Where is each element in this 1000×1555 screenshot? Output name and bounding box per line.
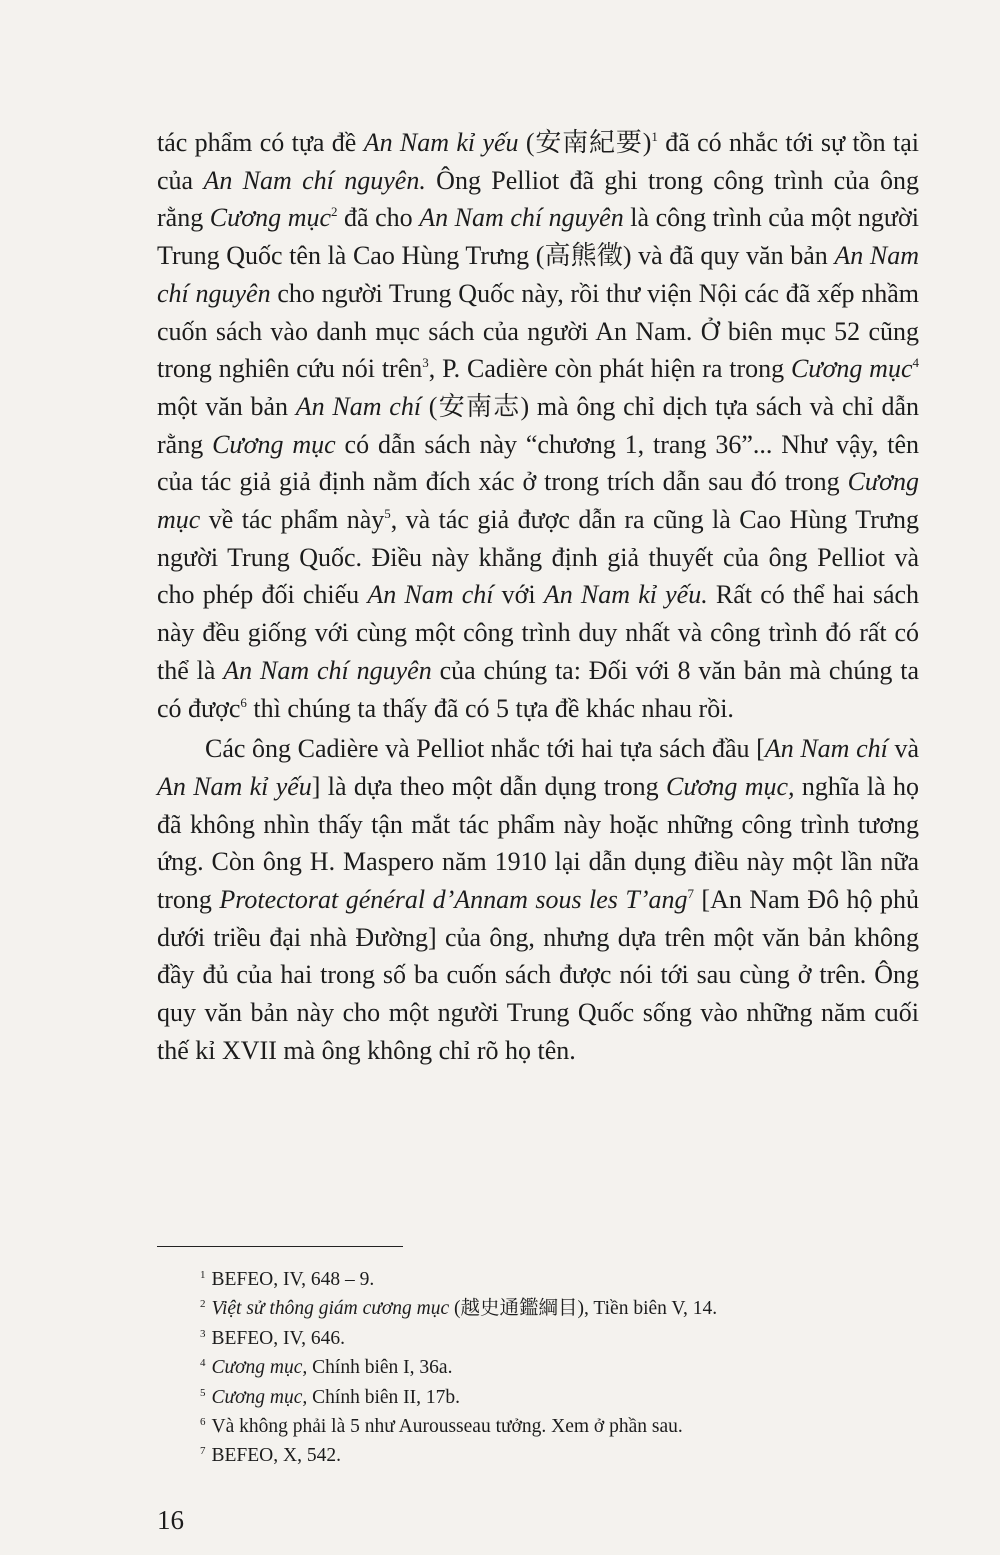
footnote-4 [200, 1353, 920, 1382]
text-run: nghĩa là họ đã không nhìn thấy tận mắt tác phẩm này hoặc những công trình tương ứng. Còn ông H. Maspero năm 1910 lại dẫn dụng điều này một lần nữa trong [157, 771, 920, 915]
page-number: 16 [157, 1505, 184, 1535]
text-run: ] là dựa theo một dẫn dụng trong [311, 771, 666, 801]
italic-text-run: An Nam chí [764, 734, 888, 764]
italic-text-run: An Nam chí nguyên [157, 241, 919, 308]
footnote-marker: 1 [651, 129, 658, 144]
italic-text-run: Cương mục, [211, 1357, 308, 1379]
footnotes [200, 1265, 920, 1471]
text-run: với [493, 580, 544, 610]
footnote-marker: 7 [200, 1445, 206, 1458]
text-run: một văn bản [157, 391, 296, 421]
footnote-divider [157, 1246, 403, 1247]
text-run: (越史通鑑綱目), Tiền biên V, 14. [449, 1298, 718, 1320]
text-run: , P. Cadière còn phát hiện ra trong [428, 354, 791, 384]
footnote-marker: 4 [912, 355, 919, 371]
footnote-7 [200, 1441, 920, 1470]
italic-text-run: An Nam chí nguyên [223, 655, 432, 685]
text-run: Rất có thể hai sách này đều giống với cùng một công trình duy nhất và công trình đó rất có thể là [157, 580, 920, 685]
footnote-marker: 5 [200, 1386, 206, 1399]
footnote-3 [200, 1324, 920, 1353]
paragraph-1 [157, 124, 919, 727]
footnote-marker: 3 [200, 1327, 206, 1340]
text-run: có dẫn sách này “chương 1, trang 36”... Như vậy, tên của tác giả giả định nằm đích xác ở trong trích dẫn sau đó trong [157, 429, 919, 497]
text-run: [An Nam Đô hộ phủ dưới triều đại nhà Đường] của ông, nhưng dựa trên một văn bản không đầy đủ của hai trong số ba cuốn sách được nói tới sau cùng ở trên. Ông quy văn bản này cho một người Trung Quốc sống vào những năm cuối thế kỉ XVII mà ông không chỉ rõ họ tên. [157, 885, 919, 1065]
text-run: Chính biên I, 36a. [307, 1357, 453, 1379]
text-run: , và tác giả được dẫn ra cũng là Cao Hùng Trưng người Trung Quốc. Điều này khẳng định giả thuyết của ông Pelliot và cho phép đối chiếu [157, 505, 919, 610]
footnote-5 [200, 1383, 920, 1412]
text-run: và [887, 734, 920, 764]
text-run: BEFEO, X, 542. [211, 1445, 341, 1467]
footnote-6 [200, 1412, 920, 1441]
italic-text-run: An Nam chí nguyên [419, 203, 624, 233]
footnote-marker: 4 [200, 1357, 206, 1370]
italic-text-run: Cương mục [157, 467, 919, 535]
text-run: thì chúng ta thấy đã có 5 tựa đề khác nhau rồi. [246, 693, 734, 723]
italic-text-run: Protectorat général d’Annam sous les T’ang [219, 885, 688, 915]
italic-text-run: An Nam kỉ yếu [157, 771, 312, 801]
italic-text-run: Việt sử thông giám cương mục [211, 1298, 450, 1320]
italic-text-run: Cương mục [790, 354, 913, 384]
footnote-marker: 5 [384, 506, 391, 522]
italic-text-run: An Nam chí [295, 391, 422, 421]
paragraph-2 [157, 730, 919, 1069]
footnote-marker: 3 [422, 355, 429, 371]
italic-text-run: Cương mục, [666, 771, 795, 801]
text-run: Các ông Cadière và Pelliot nhắc tới hai tựa sách đầu [ [205, 734, 765, 764]
italic-text-run: Cương mục [212, 429, 336, 459]
italic-text-run: An Nam kỉ yếu [363, 128, 519, 157]
italic-text-run: An Nam chí nguyên. [203, 165, 426, 195]
footnote-marker: 2 [331, 204, 338, 220]
text-run: (安南紀要) [518, 128, 652, 157]
text-run: (安南志) mà ông chỉ dịch tựa sách và chỉ dẫn rằng [157, 391, 920, 459]
text-run: của chúng ta: Đối với 8 văn bản mà chúng ta có được [157, 655, 919, 723]
text-run: là công trình của một người Trung Quốc tên là Cao Hùng Trưng (高熊徵) và đã quy văn bản [157, 203, 919, 271]
text-run: Chính biên II, 17b. [307, 1386, 461, 1408]
footnote-marker: 2 [200, 1298, 206, 1311]
footnote-1 [200, 1265, 920, 1294]
text-run: tác phẩm có tựa đề [157, 128, 364, 157]
footnote-marker: 6 [240, 694, 247, 710]
text-run: BEFEO, IV, 646. [211, 1327, 345, 1349]
text-run: Và không phải là 5 như Aurousseau tưởng. Xem ở phần sau. [211, 1416, 683, 1438]
text-run: về tác phẩm này [200, 505, 385, 535]
footnote-marker: 7 [687, 886, 694, 902]
footnote-marker: 6 [200, 1416, 206, 1429]
footnote-marker: 1 [200, 1269, 206, 1281]
text-run: đã cho [337, 203, 420, 233]
text-run: Ông Pelliot đã ghi trong công trình của ông rằng [157, 165, 919, 233]
text-run: đã có nhắc tới sự tồn tại của [157, 128, 919, 195]
italic-text-run: Cương mục, [211, 1386, 308, 1408]
text-run: BEFEO, IV, 648 – 9. [211, 1269, 375, 1290]
italic-text-run: An Nam kỉ yếu. [543, 580, 708, 610]
italic-text-run: Cương mục [209, 203, 332, 233]
italic-text-run: An Nam chí [367, 580, 494, 610]
footnote-2 [200, 1294, 920, 1323]
body-text [157, 124, 919, 1070]
text-run: cho người Trung Quốc này, rồi thư viện Nội các đã xếp nhầm cuốn sách vào danh mục sách của người An Nam. Ở biên mục 52 cũng trong nghiên cứu nói trên [157, 278, 920, 384]
